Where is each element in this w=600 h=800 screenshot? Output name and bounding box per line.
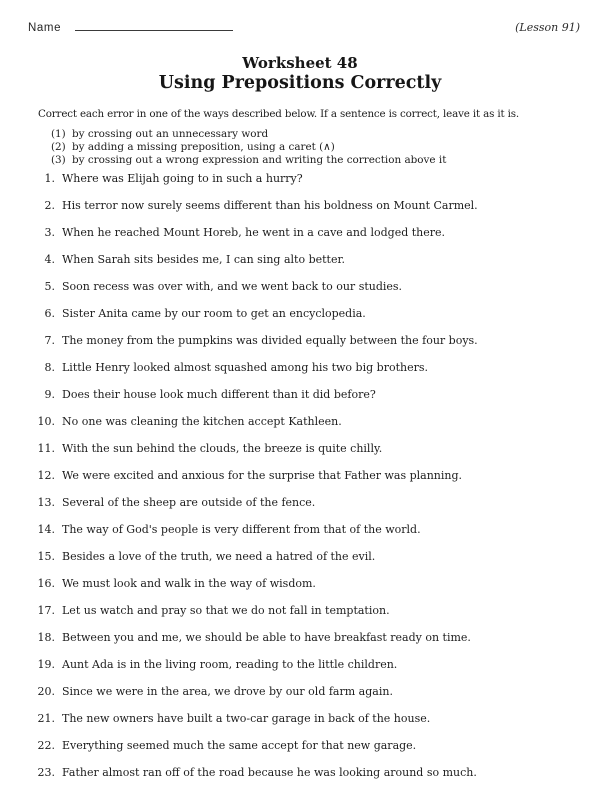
sentence-item (33, 766, 580, 779)
sentence-item (33, 172, 580, 185)
name-blank-line (75, 18, 233, 31)
method-text: by adding a missing preposition, using a caret (∧) (72, 141, 335, 153)
sentence-text: Between you and me, we should be able to have breakfast ready on time. (62, 631, 471, 644)
sentence-item (33, 334, 580, 347)
sentence-text: With the sun behind the clouds, the breeze is quite chilly. (62, 442, 383, 455)
sentence-item (33, 442, 580, 455)
sentence-text: When he reached Mount Horeb, he went in a cave and lodged there. (62, 226, 446, 239)
sentence-text: Where was Elijah going to in such a hurry? (62, 172, 303, 185)
sentence-number: 16. (37, 577, 55, 590)
sentence-item (33, 577, 580, 590)
sentence-number: 21. (37, 712, 55, 725)
sentence-item (33, 388, 580, 401)
sentence-item (33, 469, 580, 482)
sentence-item (33, 415, 580, 428)
lesson-label: (Lesson 91) (515, 21, 580, 34)
sentence-text: No one was cleaning the kitchen accept Kathleen. (62, 415, 342, 428)
sentence-number: 1. (44, 172, 55, 185)
sentence-number: 14. (37, 523, 55, 536)
sentence-item (33, 523, 580, 536)
correction-method (51, 141, 580, 154)
sentence-text: We were excited and anxious for the surprise that Father was planning. (62, 469, 463, 482)
sentence-number: 4. (44, 253, 55, 266)
sentence-text: The money from the pumpkins was divided equally between the four boys. (62, 334, 478, 347)
header-row (28, 18, 580, 34)
sentence-item (33, 631, 580, 644)
method-number: (2) (51, 141, 66, 153)
sentence-item (33, 199, 580, 212)
sentence-number: 15. (37, 550, 55, 563)
sentence-number: 7. (44, 334, 55, 347)
sentence-text: The new owners have built a two-car garage in back of the house. (62, 712, 431, 725)
title-block (38, 54, 562, 94)
sentence-number: 13. (37, 496, 55, 509)
sentence-list (33, 172, 580, 779)
sentence-number: 23. (37, 766, 55, 779)
sentence-text: Besides a love of the truth, we need a hatred of the evil. (62, 550, 376, 563)
sentence-number: 6. (44, 307, 55, 320)
sentence-number: 19. (37, 658, 55, 671)
sentence-number: 8. (44, 361, 55, 374)
sentence-item (33, 361, 580, 374)
sentence-number: 10. (37, 415, 55, 428)
sentence-item (33, 658, 580, 671)
sentence-number: 2. (44, 199, 55, 212)
sentence-text: When Sarah sits besides me, I can sing alto better. (62, 253, 346, 266)
instructions-intro: Correct each error in one of the ways described below. If a sentence is correct, leave it as it is. (38, 108, 519, 120)
sentence-item (33, 550, 580, 563)
method-number: (1) (51, 128, 66, 140)
sentence-number: 11. (37, 442, 55, 455)
sentence-number: 18. (37, 631, 55, 644)
sentence-text: Does their house look much different than it did before? (62, 388, 376, 401)
name-label: Name (28, 22, 62, 34)
sentence-item (33, 739, 580, 752)
sentence-text: The way of God's people is very different from that of the world. (62, 523, 421, 536)
sentence-text: Everything seemed much the same accept for that new garage. (62, 739, 417, 752)
method-text: by crossing out a wrong expression and writing the correction above it (72, 154, 447, 166)
method-number: (3) (51, 154, 66, 166)
sentence-item (33, 496, 580, 509)
sentence-text: Since we were in the area, we drove by our old farm again. (62, 685, 393, 698)
sentence-item (33, 253, 580, 266)
sentence-item (33, 280, 580, 293)
sentence-text: Sister Anita came by our room to get an encyclopedia. (62, 307, 366, 320)
correction-method (51, 128, 580, 141)
sentence-number: 3. (44, 226, 55, 239)
sentence-item (33, 307, 580, 320)
sentence-number: 22. (37, 739, 55, 752)
sentence-text: Father almost ran off of the road because he was looking around so much. (62, 766, 477, 779)
sentence-number: 12. (37, 469, 55, 482)
sentence-text: Soon recess was over with, and we went back to our studies. (62, 280, 403, 293)
correction-method (51, 154, 580, 167)
sentence-item (33, 226, 580, 239)
sentence-item (33, 685, 580, 698)
method-text: by crossing out an unnecessary word (72, 128, 269, 140)
correction-method-list (51, 128, 580, 167)
sentence-number: 17. (37, 604, 55, 617)
worksheet-number-title: Worksheet 48 (242, 54, 358, 72)
worksheet-title: Using Prepositions Correctly (158, 73, 442, 93)
sentence-number: 9. (44, 388, 55, 401)
sentence-text: His terror now surely seems different than his boldness on Mount Carmel. (62, 199, 478, 212)
sentence-number: 20. (37, 685, 55, 698)
sentence-text: We must look and walk in the way of wisdom. (62, 577, 316, 590)
sentence-item (33, 712, 580, 725)
sentence-text: Aunt Ada is in the living room, reading to the little children. (62, 658, 398, 671)
sentence-text: Let us watch and pray so that we do not fall in temptation. (62, 604, 390, 617)
sentence-number: 5. (44, 280, 55, 293)
sentence-item (33, 604, 580, 617)
sentence-text: Several of the sheep are outside of the fence. (62, 496, 316, 509)
sentence-text: Little Henry looked almost squashed among his two big brothers. (62, 361, 428, 374)
